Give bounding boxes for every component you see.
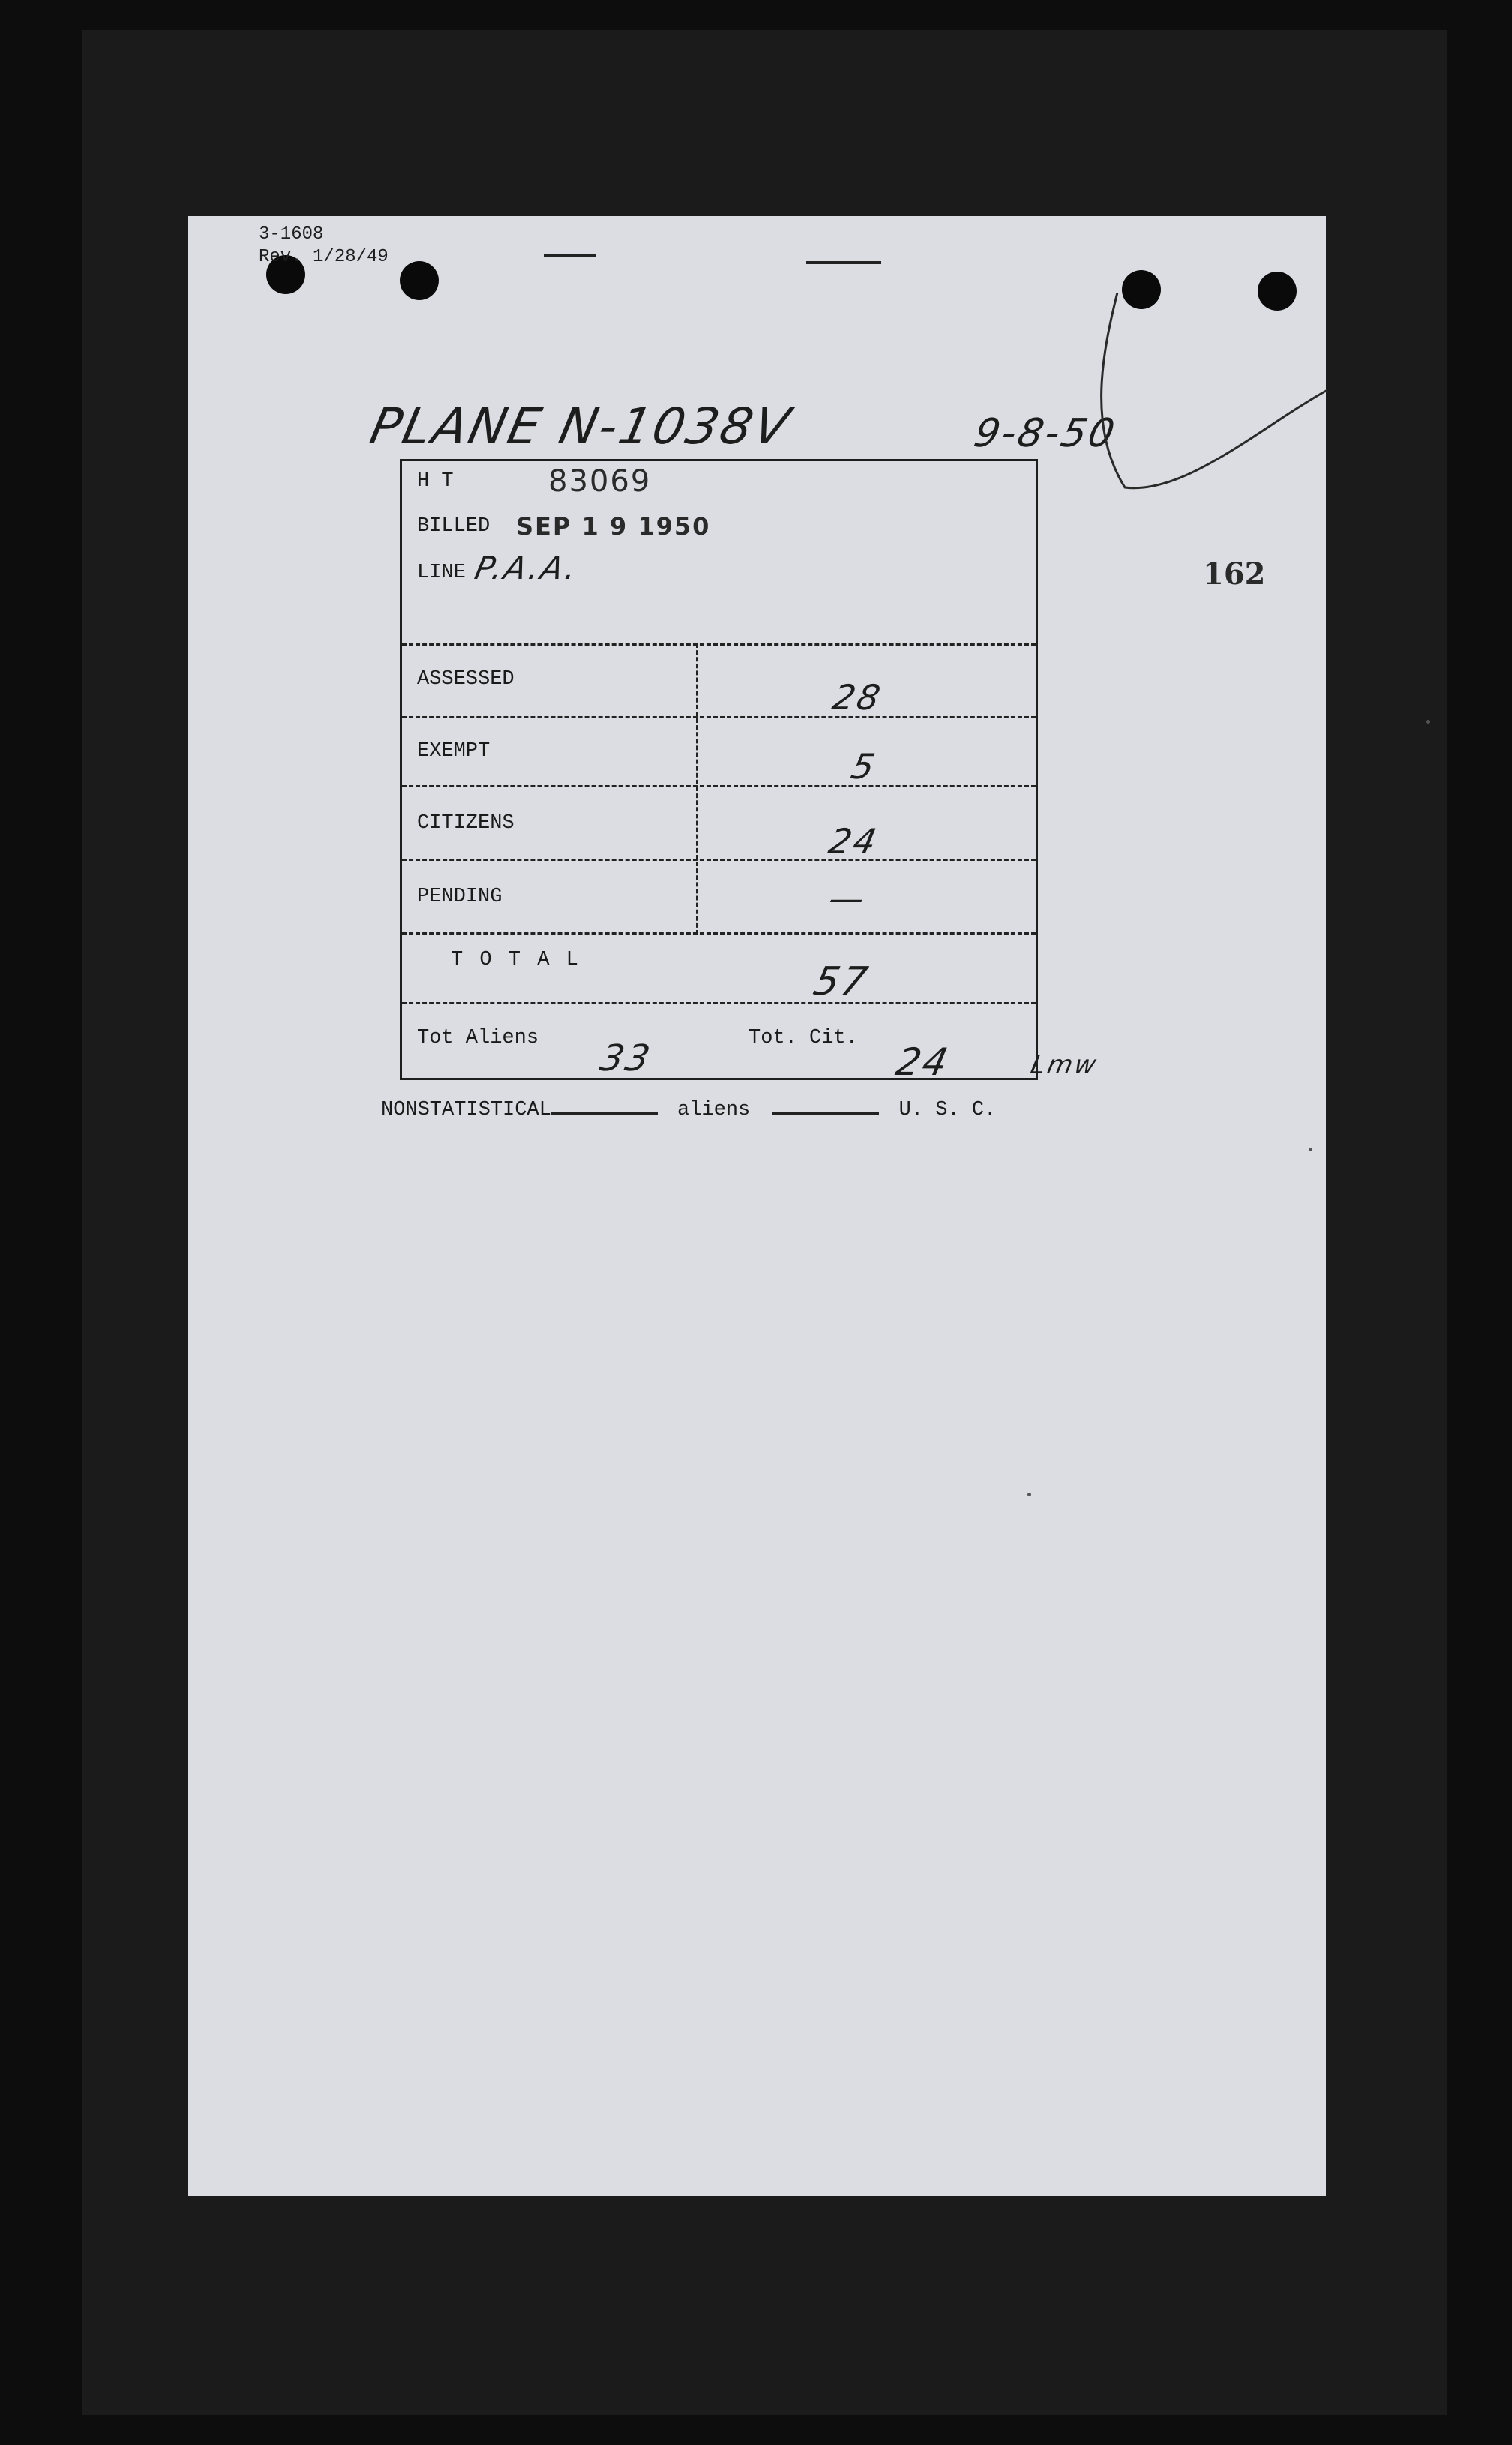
row-divider	[402, 716, 1036, 718]
tot-aliens-label: Tot Aliens	[417, 1027, 539, 1049]
scan-speck	[1309, 1148, 1312, 1151]
citizens-label: CITIZENS	[417, 812, 514, 835]
form-identifier	[259, 224, 388, 268]
scan-speck	[1426, 720, 1430, 724]
date-handwritten: 9-8-50	[970, 411, 1121, 456]
nonstatistical-line	[381, 1099, 996, 1121]
form-revision: Rev. 1/28/49	[259, 247, 388, 267]
page-number: 162	[1203, 556, 1266, 592]
statistics-box	[400, 459, 1038, 1084]
ht-number: 83069	[548, 464, 652, 499]
line-label: LINE	[417, 562, 466, 584]
row-divider	[402, 859, 1036, 861]
row-divider	[402, 644, 1036, 646]
tot-cit-label: Tot. Cit.	[748, 1027, 858, 1049]
form-number: 3-1608	[259, 224, 324, 244]
billed-label: BILLED	[417, 515, 490, 538]
usc-label: U. S. C.	[898, 1099, 997, 1121]
row-divider	[402, 1002, 1036, 1004]
nonstatistical-label: NONSTATISTICAL	[381, 1099, 551, 1121]
assessed-value: 28	[829, 677, 886, 718]
billed-date-stamp: SEP 1 9 1950	[516, 512, 711, 541]
row-divider	[402, 932, 1036, 934]
exempt-value: 5	[848, 746, 881, 787]
nonstatistical-blank	[551, 1112, 658, 1114]
clerk-initials: Lmw	[1028, 1050, 1102, 1080]
dash-mark	[544, 254, 596, 256]
ht-label: H T	[417, 470, 454, 493]
exempt-label: EXEMPT	[417, 740, 490, 763]
ink-scribble	[1095, 292, 1335, 502]
aliens-label: aliens	[677, 1099, 751, 1121]
aliens-blank	[772, 1112, 879, 1114]
tot-cit-value: 24	[892, 1040, 954, 1084]
pending-value: —	[825, 878, 871, 919]
punch-hole	[400, 261, 439, 300]
total-value: 57	[809, 959, 874, 1004]
dash-mark	[806, 261, 881, 264]
column-divider	[696, 644, 698, 934]
scan-speck	[1028, 1492, 1031, 1496]
citizens-value: 24	[825, 821, 883, 862]
total-label: T O T A L	[451, 949, 580, 971]
assessed-label: ASSESSED	[417, 668, 514, 691]
line-value-handwritten: P.A.A.	[471, 550, 582, 586]
tot-aliens-value: 33	[596, 1037, 656, 1079]
pending-label: PENDING	[417, 886, 502, 908]
row-divider	[402, 785, 1036, 788]
plane-number-handwritten: PLANE N-1038V	[364, 398, 797, 455]
